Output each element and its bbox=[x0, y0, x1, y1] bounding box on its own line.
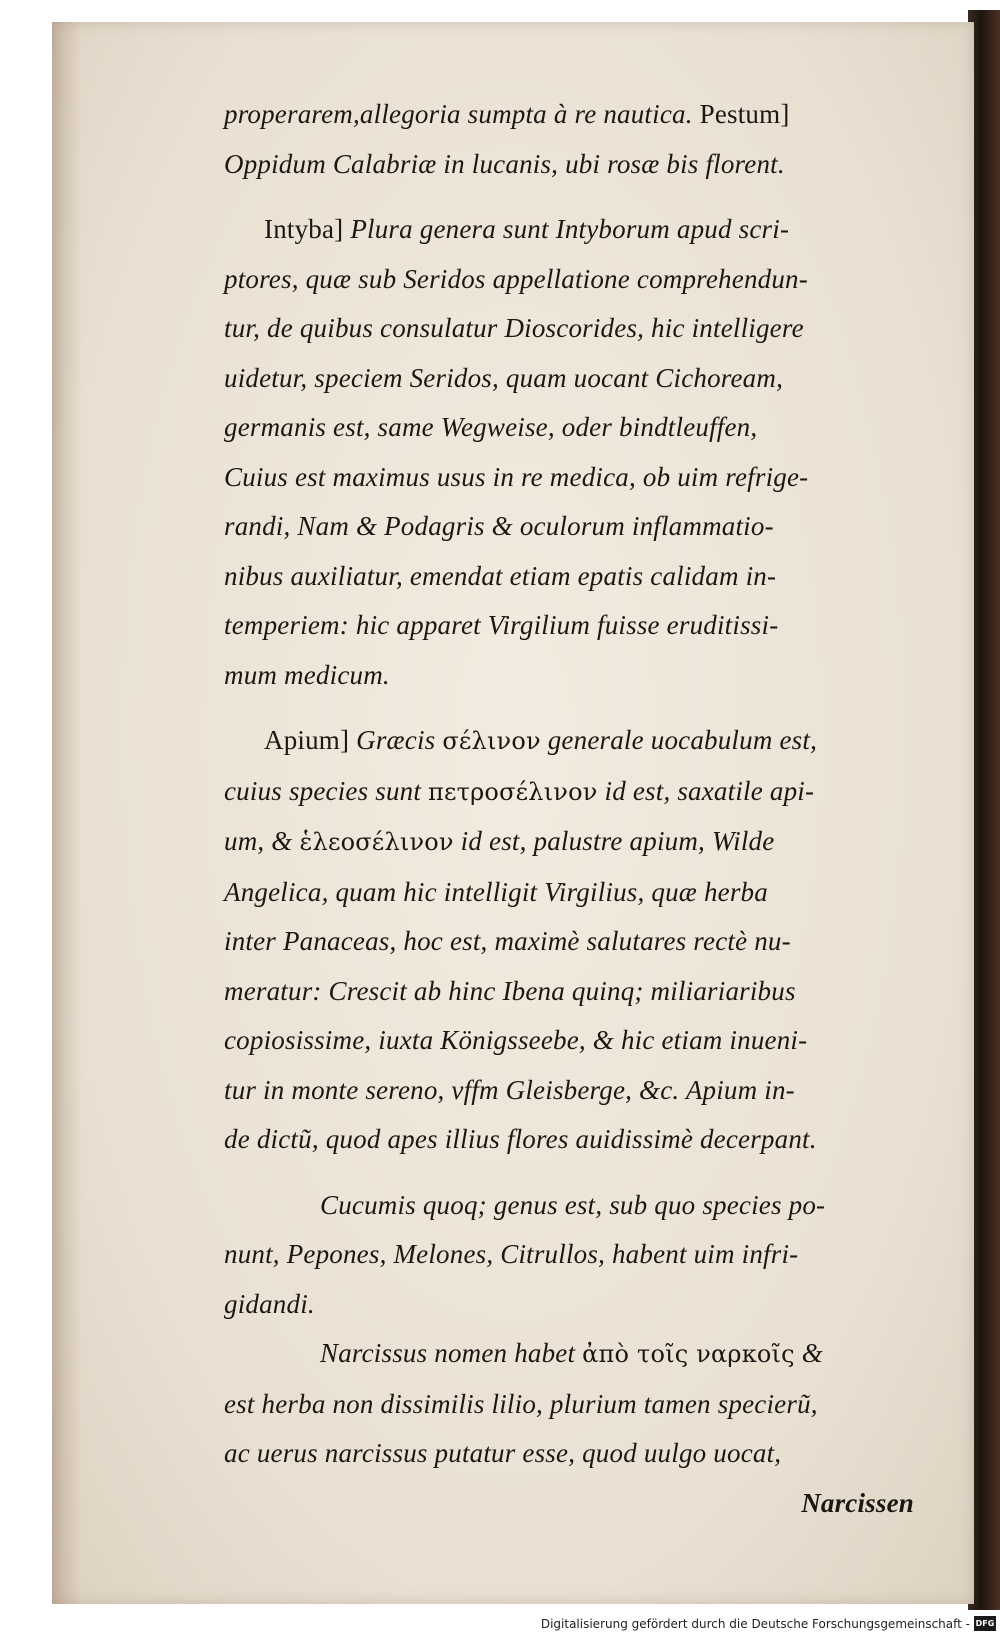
footer-credit: Digitalisierung gefördert durch die Deutsche Forschungsgemeinschaft - bbox=[540, 1617, 970, 1631]
line-text: id est, saxatile api- bbox=[597, 775, 815, 806]
text-line bbox=[224, 403, 914, 453]
text-line bbox=[224, 354, 914, 404]
line-text: nibus auxiliatur, emendat etiam epatis calidam in- bbox=[224, 560, 777, 591]
lemma-word: Pestum] bbox=[699, 99, 790, 129]
lemma-word: Apium] bbox=[264, 725, 350, 755]
line-text: id est, palustre apium, Wilde bbox=[453, 826, 775, 856]
text-line bbox=[224, 868, 914, 918]
line-text: meratur: Crescit ab hinc Ibena quinq; miliariaribus bbox=[224, 975, 796, 1006]
line-text: cuius species sunt bbox=[224, 775, 429, 806]
text-line bbox=[224, 205, 914, 255]
line-text: Plura genera sunt Intyborum apud scri- bbox=[343, 214, 790, 244]
line-text: gidandi. bbox=[224, 1288, 315, 1319]
line-text: Græcis bbox=[349, 725, 443, 755]
footer bbox=[0, 1612, 1000, 1638]
line-text: generale uocabulum est, bbox=[540, 725, 818, 755]
dfg-logo: DFG bbox=[974, 1616, 996, 1631]
text-line bbox=[224, 767, 914, 818]
line-text: est herba non dissimilis lilio, plurium tamen specierũ, bbox=[224, 1388, 818, 1419]
line-text: inter Panaceas, hoc est, maximè salutares rectè nu- bbox=[224, 926, 791, 956]
text-line bbox=[224, 817, 914, 868]
line-text: & bbox=[794, 1338, 823, 1368]
line-text: Angelica, quam hic intelligit Virgilius, quæ herba bbox=[224, 876, 768, 907]
paragraph-gap bbox=[224, 1165, 914, 1181]
text-line bbox=[224, 601, 914, 651]
line-text: copiosissime, iuxta Königsseebe, & hic etiam inueni- bbox=[224, 1025, 808, 1055]
text-line bbox=[224, 90, 914, 140]
line-text: tur in monte sereno, vffm Gleisberge, &c. Apium in- bbox=[224, 1074, 795, 1105]
line-text: de dictũ, quod apes illius flores auidissimè decerpant. bbox=[224, 1124, 817, 1154]
greek-word: ἑλεοσέλινον bbox=[299, 828, 454, 856]
text-line bbox=[224, 502, 914, 552]
text-line bbox=[224, 967, 914, 1017]
greek-word: ἀπὸ τοῖς ναρκοῖς bbox=[582, 1340, 795, 1368]
text-line bbox=[224, 1181, 914, 1231]
line-text: Oppidum Calabriæ in lucanis, ubi rosæ bis florent. bbox=[224, 148, 785, 179]
lemma-word: Intyba] bbox=[264, 214, 344, 244]
greek-word: σέλινον bbox=[442, 727, 541, 755]
text-line bbox=[224, 1280, 914, 1330]
line-text: Cucumis quoq; genus est, sub quo species po- bbox=[320, 1189, 826, 1220]
page-gutter-shadow bbox=[52, 22, 82, 1604]
book-page bbox=[52, 22, 974, 1604]
text-line bbox=[224, 1066, 914, 1116]
line-text: randi, Nam & Podagris & oculorum inflammatio- bbox=[224, 511, 774, 541]
text-line bbox=[224, 453, 914, 503]
text-line bbox=[224, 651, 914, 701]
line-text: Narcissus nomen habet bbox=[320, 1338, 583, 1368]
line-text: ptores, quæ sub Seridos appellatione comprehendun- bbox=[224, 263, 808, 294]
text-line bbox=[224, 1016, 914, 1066]
line-text: um, & bbox=[224, 826, 300, 856]
line-text: nunt, Pepones, Melones, Citrullos, habent uim infri- bbox=[224, 1239, 799, 1269]
text-line bbox=[224, 255, 914, 305]
text-line bbox=[224, 304, 914, 354]
line-text: ac uerus narcissus putatur esse, quod uulgo uocat, bbox=[224, 1438, 782, 1468]
greek-word: πετροσέλινον bbox=[428, 777, 598, 806]
catchword: Narcissen bbox=[801, 1487, 914, 1518]
text-line bbox=[224, 716, 914, 767]
line-text: tur, de quibus consulatur Dioscorides, hic intelligere bbox=[224, 313, 804, 343]
text-line bbox=[224, 1115, 914, 1165]
text-line bbox=[224, 1329, 914, 1380]
line-text: properarem,allegoria sumpta à re nautica. bbox=[224, 99, 700, 129]
line-text: temperiem: hic apparet Virgilium fuisse eruditissi- bbox=[224, 610, 779, 640]
line-text: uidetur, speciem Seridos, quam uocant Cichoream, bbox=[224, 362, 784, 393]
line-text: mum medicum. bbox=[224, 659, 390, 690]
text-line bbox=[224, 1429, 914, 1479]
text-line bbox=[224, 1380, 914, 1430]
page-text-block bbox=[224, 90, 914, 1528]
text-line bbox=[224, 917, 914, 967]
paragraph-gap bbox=[224, 189, 914, 205]
text-line bbox=[224, 552, 914, 602]
line-text: Cuius est maximus usus in re medica, ob uim refrige- bbox=[224, 461, 809, 492]
paragraph-gap bbox=[224, 700, 914, 716]
text-line bbox=[224, 140, 914, 190]
line-text: germanis est, same Wegweise, oder bindtleuffen, bbox=[224, 412, 758, 442]
text-line bbox=[224, 1230, 914, 1280]
